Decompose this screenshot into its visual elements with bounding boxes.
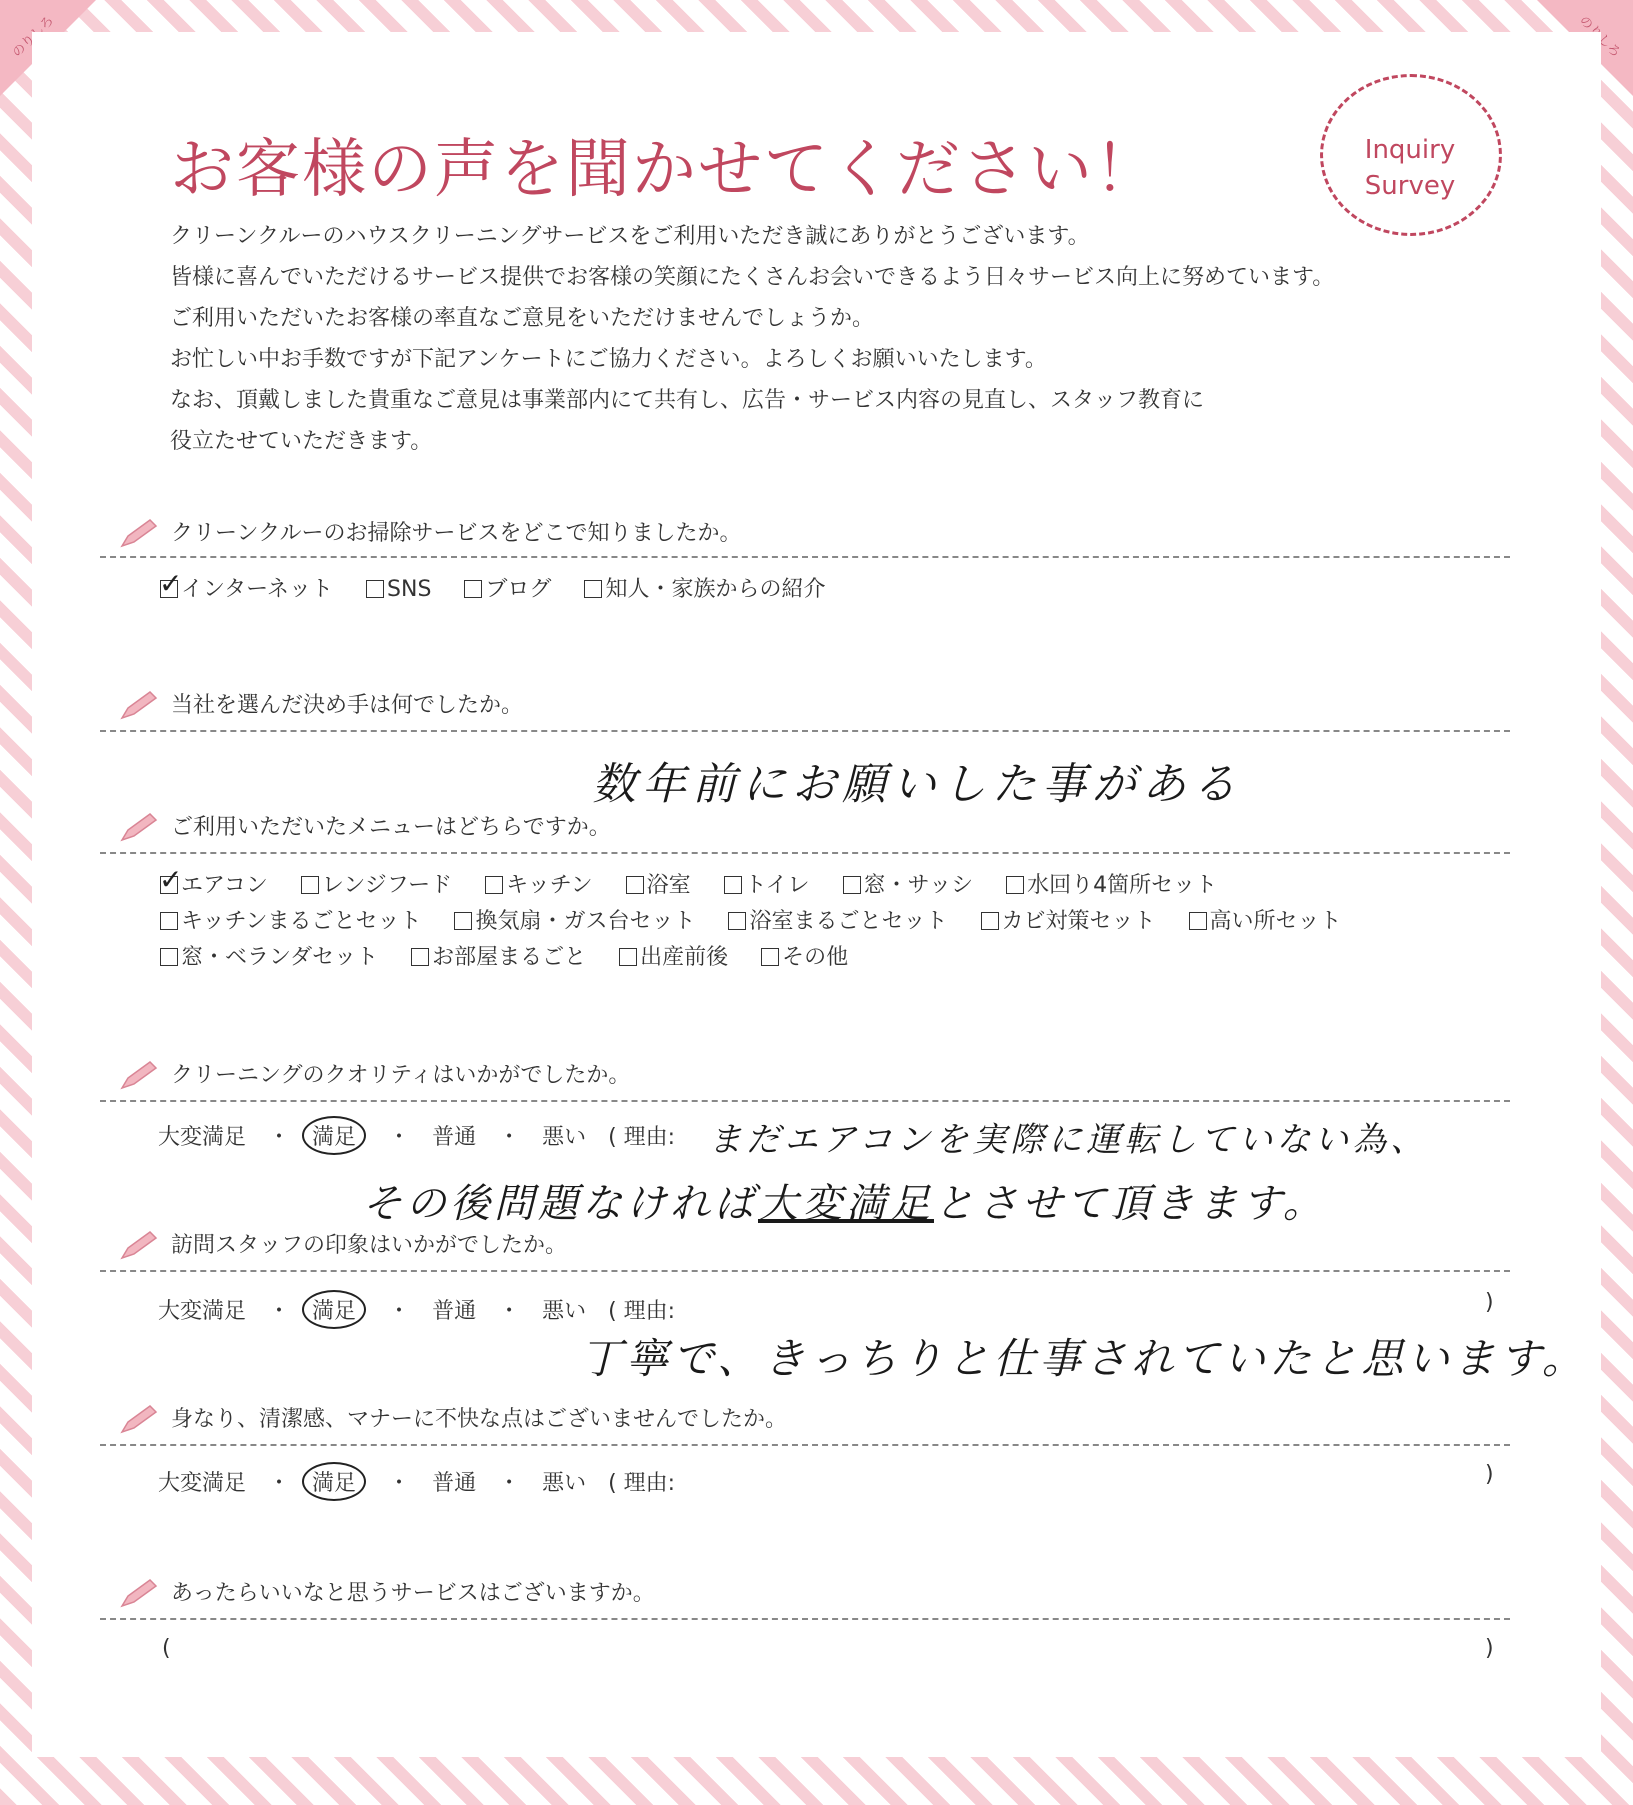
q1-options xyxy=(160,572,851,603)
question-4 xyxy=(118,1058,630,1092)
checkbox[interactable] xyxy=(366,580,384,598)
rating-normal[interactable]: 普通 xyxy=(432,1125,477,1150)
option-toilet[interactable] xyxy=(724,868,810,899)
option-label: カビ対策セット xyxy=(1001,909,1156,934)
rating-dot: ・ xyxy=(268,1299,291,1324)
q4-handwritten-line2 xyxy=(362,1172,1327,1229)
checkbox[interactable] xyxy=(464,580,482,598)
divider xyxy=(100,1444,1510,1446)
option-label: 出産前後 xyxy=(640,945,729,970)
checkbox[interactable] xyxy=(724,876,742,894)
intro-line: お忙しい中お手数ですが下記アンケートにご協力ください。よろしくお願いいたします。 xyxy=(170,347,1047,372)
q3-options-row2 xyxy=(160,904,1368,935)
option-internet[interactable] xyxy=(160,572,333,603)
question-1 xyxy=(118,516,741,550)
option-other[interactable] xyxy=(761,940,848,971)
option-label: インターネット xyxy=(181,577,334,602)
q4-answer-pre: その後問題なければ xyxy=(362,1181,758,1227)
rating-bad[interactable]: 悪い xyxy=(542,1299,587,1324)
question-5-text: 訪問スタッフの印象はいかがでしたか。 xyxy=(171,1233,568,1258)
intro-line: 役立たせていただきます。 xyxy=(170,429,433,454)
rating-satisfied-selected[interactable]: 満足 xyxy=(302,1290,366,1329)
q4-answer-post: とさせて頂きます。 xyxy=(934,1181,1327,1227)
q5-handwritten-answer: 丁寧で、きっちりと仕事されていたと思います。 xyxy=(580,1334,1588,1383)
option-label: レンジフード xyxy=(321,873,453,898)
q2-handwritten-answer: 数年前にお願いした事がある xyxy=(592,759,1242,810)
option-window-veranda-set[interactable] xyxy=(160,940,378,971)
question-7 xyxy=(118,1576,655,1610)
rating-reason: ( 理由: xyxy=(608,1125,676,1150)
option-label: その他 xyxy=(782,945,849,970)
option-whole-room[interactable] xyxy=(411,940,586,971)
divider xyxy=(100,1100,1510,1102)
option-label: 知人・家族からの紹介 xyxy=(605,577,826,602)
q3-options-row3 xyxy=(160,940,874,971)
rating-dot: ・ xyxy=(388,1471,411,1496)
rating-dot: ・ xyxy=(268,1471,291,1496)
close-paren: ) xyxy=(1485,1462,1494,1487)
open-paren: ( xyxy=(162,1636,171,1661)
checkbox[interactable] xyxy=(454,912,472,930)
option-label: お部屋まるごと xyxy=(432,945,587,970)
option-window-sash[interactable] xyxy=(843,868,974,899)
option-label: 窓・サッシ xyxy=(863,873,974,898)
question-1-text: クリーンクルーのお掃除サービスをどこで知りましたか。 xyxy=(171,521,742,546)
option-blog[interactable] xyxy=(464,572,551,603)
question-6 xyxy=(118,1402,787,1436)
q4-rating xyxy=(158,1116,697,1155)
checkbox[interactable] xyxy=(619,948,637,966)
divider xyxy=(100,1618,1510,1620)
divider xyxy=(100,1270,1510,1272)
close-paren: ) xyxy=(1485,1290,1494,1315)
checkbox[interactable] xyxy=(411,948,429,966)
option-label: 浴室 xyxy=(646,873,691,898)
rating-normal[interactable]: 普通 xyxy=(432,1471,477,1496)
question-5 xyxy=(118,1228,567,1262)
option-label: 浴室まるごとセット xyxy=(749,909,948,934)
question-7-text: あったらいいなと思うサービスはございますか。 xyxy=(171,1581,655,1606)
checkbox[interactable] xyxy=(584,580,602,598)
option-high-place-set[interactable] xyxy=(1189,904,1342,935)
rating-dot: ・ xyxy=(388,1125,411,1150)
rating-bad[interactable]: 悪い xyxy=(542,1471,587,1496)
checkbox-checked[interactable] xyxy=(160,580,178,598)
rating-very-satisfied[interactable]: 大変満足 xyxy=(158,1125,247,1150)
close-paren: ) xyxy=(1485,1636,1494,1661)
question-3 xyxy=(118,810,611,844)
option-sns[interactable] xyxy=(366,577,431,602)
pencil-icon xyxy=(118,1060,158,1092)
checkbox[interactable] xyxy=(485,876,503,894)
intro-line: ご利用いただいたお客様の率直なご意見をいただけませんでしょうか。 xyxy=(170,306,875,331)
rating-normal[interactable]: 普通 xyxy=(432,1299,477,1324)
checkbox[interactable] xyxy=(160,912,178,930)
intro-line: なお、頂戴しました貴重なご意見は事業部内にて共有し、広告・サービス内容の見直し、スタッフ教育に xyxy=(170,388,1205,413)
rating-satisfied-selected[interactable]: 満足 xyxy=(302,1116,366,1155)
pencil-icon xyxy=(118,518,158,550)
option-label: トイレ xyxy=(744,873,810,898)
option-kitchen[interactable] xyxy=(485,868,592,899)
checkbox[interactable] xyxy=(301,876,319,894)
checkbox[interactable] xyxy=(160,948,178,966)
option-label: キッチン xyxy=(506,873,593,898)
rating-dot: ・ xyxy=(498,1471,521,1496)
question-2 xyxy=(118,688,523,722)
rating-dot: ・ xyxy=(388,1299,411,1324)
option-label: 窓・ベランダセット xyxy=(181,945,379,970)
page-title: お客様の声を聞かせてください！ xyxy=(170,133,1160,207)
q5-rating xyxy=(158,1290,697,1329)
option-label: キッチンまるごとセット xyxy=(181,909,422,934)
rating-dot: ・ xyxy=(498,1125,521,1150)
rating-reason: ( 理由: xyxy=(608,1471,676,1496)
option-water-set[interactable] xyxy=(1006,868,1217,899)
option-rangehood[interactable] xyxy=(301,868,452,899)
option-bathroom[interactable] xyxy=(626,868,691,899)
option-label: 高い所セット xyxy=(1209,909,1342,934)
option-aircon[interactable] xyxy=(160,868,268,899)
checkbox[interactable] xyxy=(761,948,779,966)
pencil-icon xyxy=(118,1404,158,1436)
option-mold-set[interactable] xyxy=(981,904,1156,935)
q6-rating xyxy=(158,1462,697,1501)
rating-very-satisfied[interactable]: 大変満足 xyxy=(158,1299,247,1324)
question-4-text: クリーニングのクオリティはいかがでしたか。 xyxy=(171,1063,631,1088)
pencil-icon xyxy=(118,1230,158,1262)
checkbox[interactable] xyxy=(843,876,861,894)
option-bathroom-set[interactable] xyxy=(728,904,947,935)
bubble-label: Inquiry Survey xyxy=(1364,135,1456,201)
intro-line: 皆様に喜んでいただけるサービス提供でお客様の笑顔にたくさんお会いできるよう日々サービス向上に努めています。 xyxy=(170,265,1335,290)
option-referral[interactable] xyxy=(584,572,825,603)
question-3-text: ご利用いただいたメニューはどちらですか。 xyxy=(171,815,611,840)
option-label: 水回り4箇所セット xyxy=(1027,873,1218,898)
checkbox[interactable] xyxy=(626,876,644,894)
option-label: SNS xyxy=(387,577,432,602)
divider xyxy=(100,852,1510,854)
pencil-icon xyxy=(118,812,158,844)
option-label: ブログ xyxy=(485,577,552,602)
rating-bad[interactable]: 悪い xyxy=(542,1125,587,1150)
q4-handwritten-line1: まだエアコンを実際に運転していない為、 xyxy=(708,1120,1429,1160)
checkbox-checked[interactable] xyxy=(160,876,178,894)
q3-options-row1 xyxy=(160,868,1243,899)
checkbox[interactable] xyxy=(728,912,746,930)
option-label: エアコン xyxy=(181,873,268,898)
rating-dot: ・ xyxy=(268,1125,291,1150)
option-maternity[interactable] xyxy=(619,940,728,971)
option-kitchen-set[interactable] xyxy=(160,904,421,935)
intro-line: クリーンクルーのハウスクリーニングサービスをご利用いただき誠にありがとうございます。 xyxy=(170,224,1090,249)
rating-very-satisfied[interactable]: 大変満足 xyxy=(158,1471,247,1496)
option-label: 換気扇・ガス台セット xyxy=(475,909,696,934)
pencil-icon xyxy=(118,690,158,722)
question-2-text: 当社を選んだ決め手は何でしたか。 xyxy=(171,693,524,718)
checkbox[interactable] xyxy=(1006,876,1024,894)
rating-reason: ( 理由: xyxy=(608,1299,676,1324)
intro-text xyxy=(170,216,1334,462)
rating-dot: ・ xyxy=(498,1299,521,1324)
rating-satisfied-selected[interactable]: 満足 xyxy=(302,1462,366,1501)
q4-answer-underlined: 大変満足 xyxy=(758,1181,934,1227)
checkbox[interactable] xyxy=(1189,912,1207,930)
checkbox[interactable] xyxy=(981,912,999,930)
option-fan-stove-set[interactable] xyxy=(454,904,695,935)
divider xyxy=(100,556,1510,558)
pencil-icon xyxy=(118,1578,158,1610)
question-6-text: 身なり、清潔感、マナーに不快な点はございませんでしたか。 xyxy=(171,1407,788,1432)
divider xyxy=(100,730,1510,732)
